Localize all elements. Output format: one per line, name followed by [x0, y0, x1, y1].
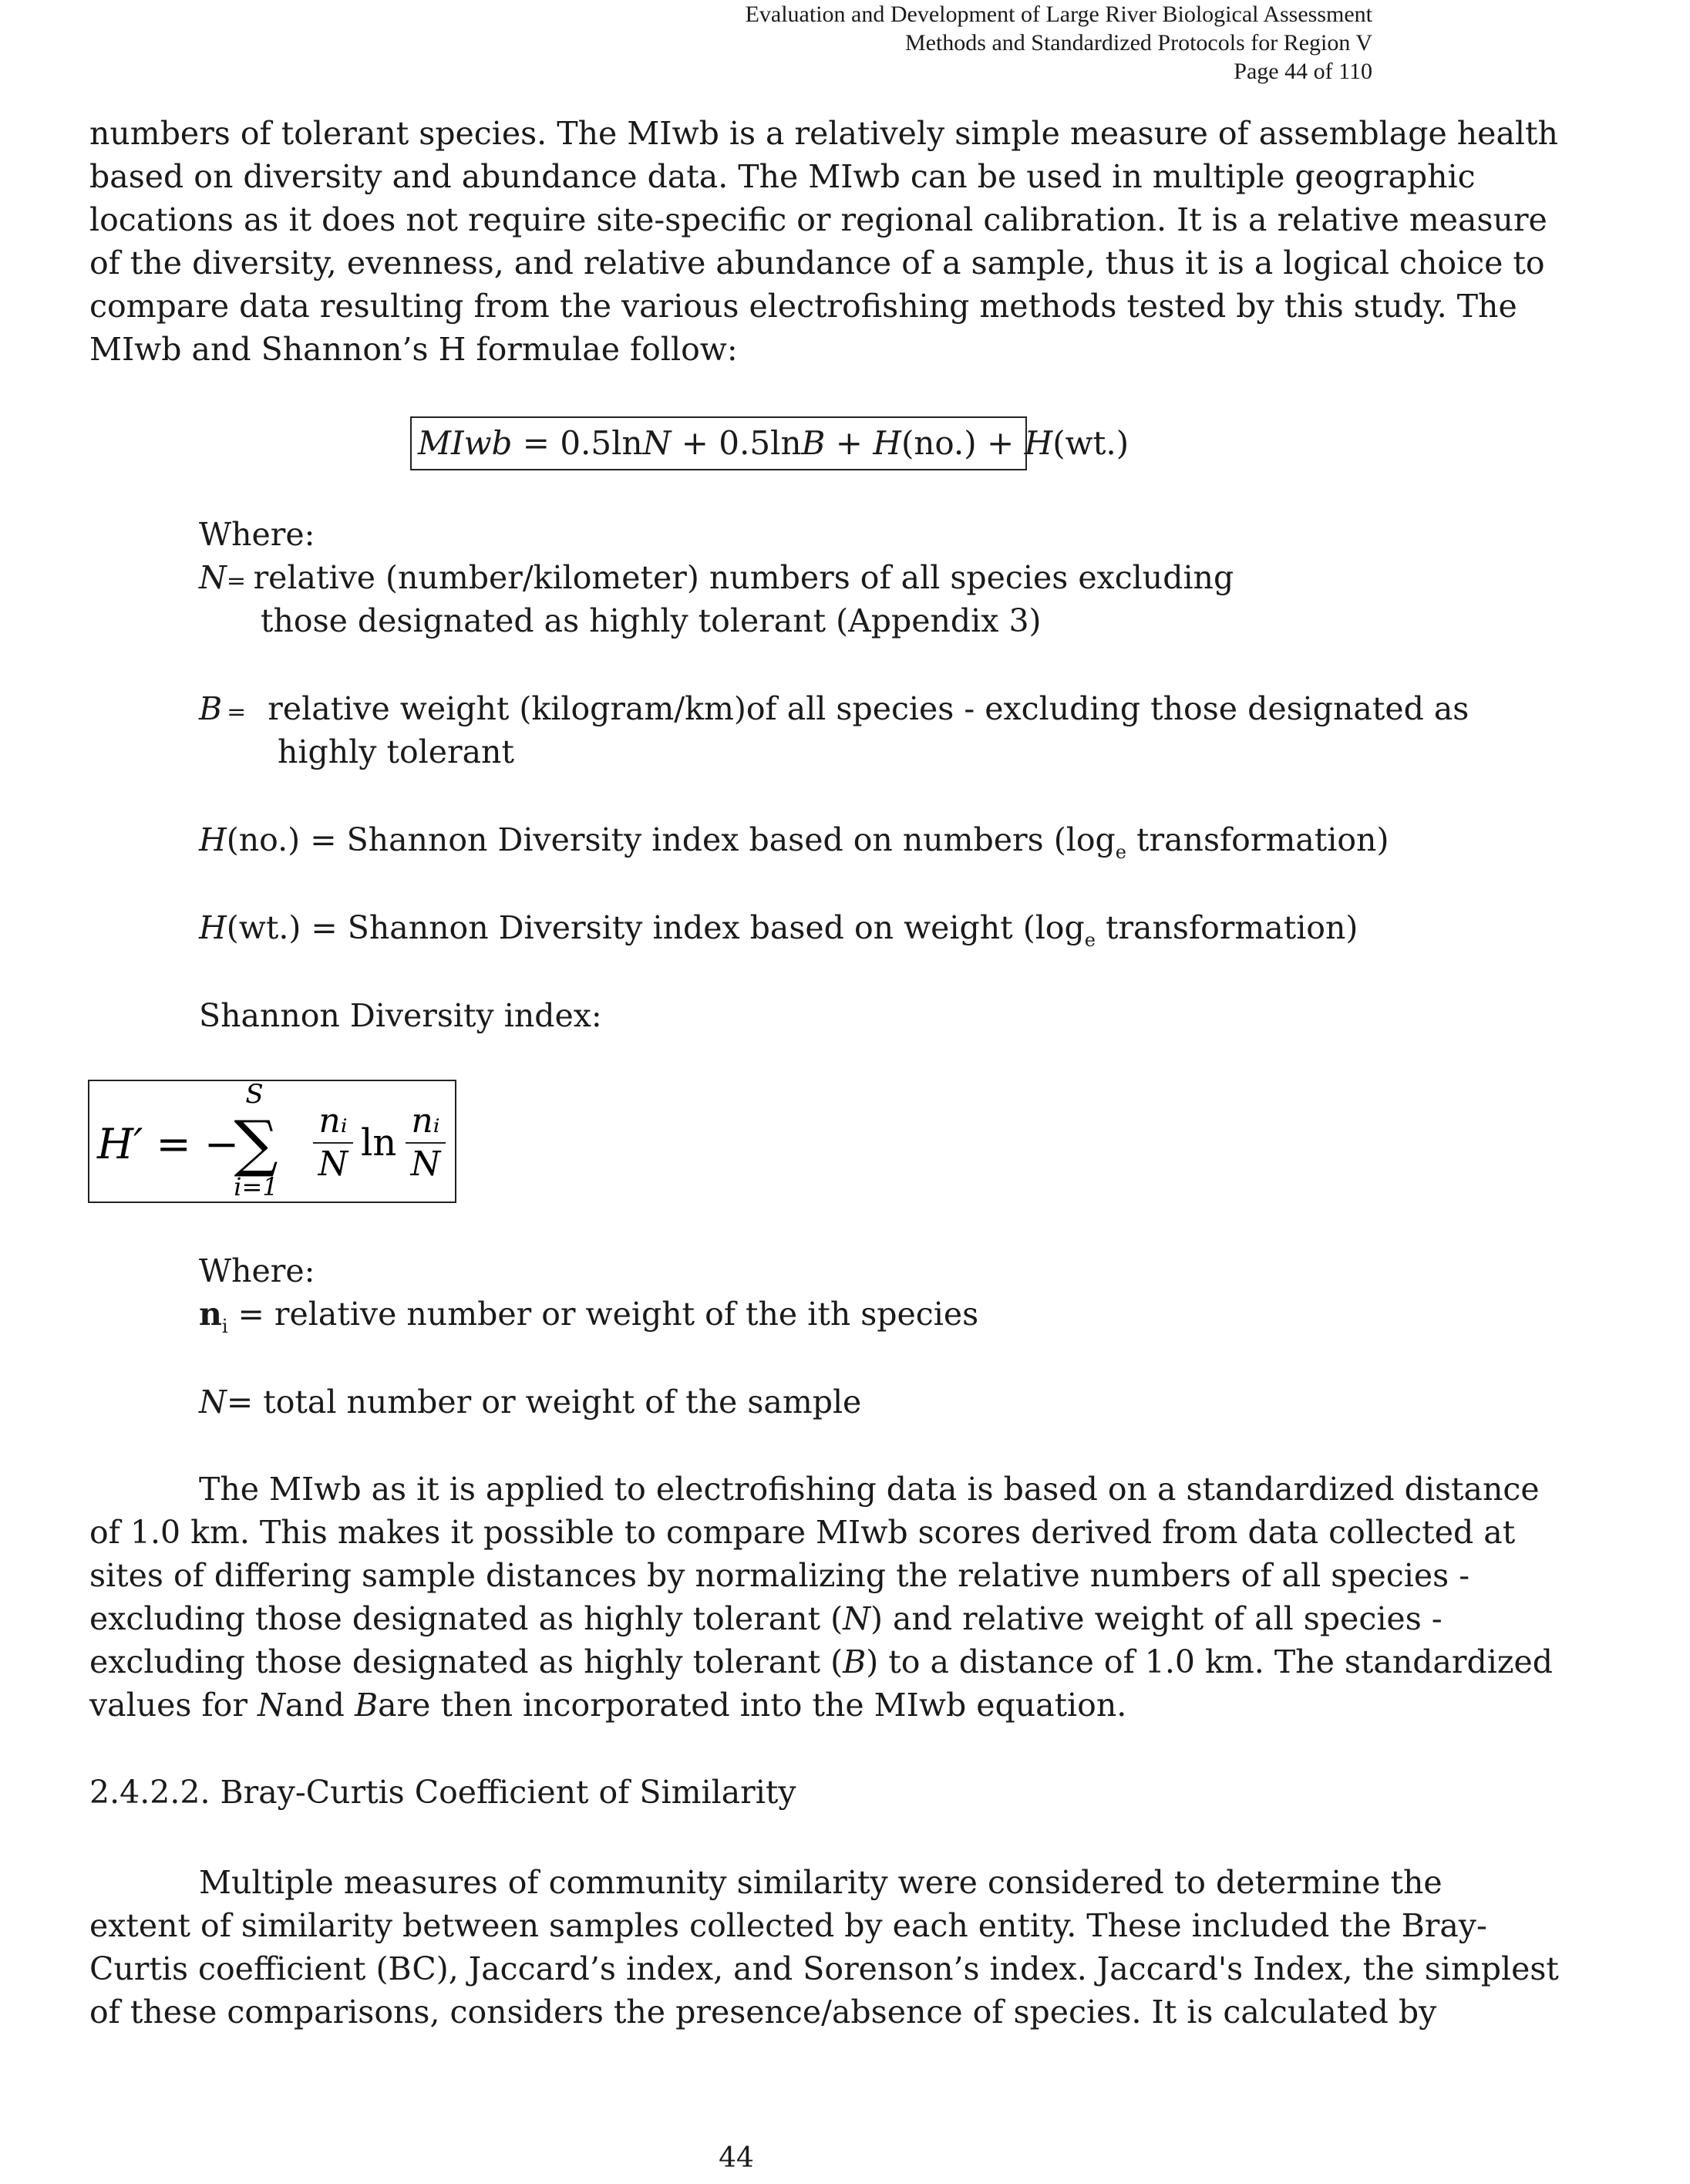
shannon-label: Shannon Diversity index: [199, 997, 602, 1034]
symbol-B: B [199, 690, 223, 727]
text-run: excluding those designated as highly tolerant ( [89, 1643, 843, 1680]
text-run: excluding those designated as highly tolerant ( [89, 1600, 843, 1637]
para-line [89, 1684, 1377, 1727]
formula-N: N [642, 424, 672, 462]
symbol-N: N [257, 1687, 285, 1724]
definition-text: = relative number or weight of the ith species [227, 1296, 979, 1333]
text-run: ) to a distance of 1.0 km. The standardized [866, 1643, 1553, 1680]
header-line-2: Methods and Standardized Protocols for Region V [904, 30, 1372, 56]
para-line: extent of similarity between samples collected by each entity. These included the Bray- [89, 1907, 1487, 1944]
text-run: are then incorporated into the MIwb equation. [378, 1687, 1127, 1724]
para-line: The MIwb as it is applied to electrofishing data is based on a standardized distance [199, 1471, 1540, 1508]
definition-text: relative (number/kilometer) numbers of all species excluding [253, 559, 1234, 596]
symbol-N: N [199, 1384, 227, 1421]
symbol-B: B [843, 1643, 867, 1680]
definition-B [199, 687, 1486, 734]
definition-N-cont: those designated as highly tolerant (Appendix 3) [261, 602, 1042, 639]
intro-line: of the diversity, evenness, and relative abundance of a sample, thus it is a logical choice to [89, 244, 1545, 281]
shannon-formula-box [88, 1080, 456, 1203]
text-run: values for [89, 1687, 258, 1724]
fraction-denominator: N [318, 1144, 348, 1184]
text-run: and [284, 1687, 355, 1724]
sum-symbol: ∑ [234, 1107, 278, 1179]
shannon-formula [89, 1081, 458, 1205]
para-line: Multiple measures of community similarity were considered to determine the [199, 1864, 1443, 1901]
subscript: i [221, 1316, 228, 1337]
equals-sign: = [227, 699, 247, 726]
fraction-denominator: N [410, 1144, 441, 1184]
symbol-N: N [199, 559, 227, 596]
definition-ni [199, 1293, 1486, 1348]
definition-text: transformation) [1126, 821, 1389, 858]
symbol-H: H [199, 909, 227, 946]
para-line [89, 1597, 1443, 1640]
intro-line: numbers of tolerant species. The MIwb is a relatively simple measure of assemblage health [89, 115, 1558, 152]
subscript: e [1115, 841, 1126, 863]
header-line-3: Page 44 of 110 [1234, 59, 1372, 84]
page-number: 44 [719, 2142, 754, 2174]
miwb-formula-box [410, 416, 1129, 470]
definition-N2 [199, 1380, 1486, 1424]
where-label: Where: [199, 1252, 315, 1289]
formula-part: + [825, 424, 874, 462]
definition-text: = total number or weight of the sample [226, 1384, 862, 1421]
formula-part: (wt.) [1052, 424, 1129, 462]
definition-H-no [199, 818, 1486, 874]
intro-line: compare data resulting from the various electrofishing methods tested by this study. The [89, 288, 1517, 325]
definition-B-cont: highly tolerant [278, 733, 514, 770]
para-line [89, 1640, 1553, 1684]
para-line: sites of differing sample distances by normalizing the relative numbers of all species - [89, 1557, 1470, 1594]
where-label: Where: [199, 516, 315, 553]
subscript: e [1084, 929, 1096, 951]
symbol-H: H [199, 821, 227, 858]
definition-text: relative weight (kilogram/km)of all species - excluding those designated as [268, 690, 1469, 727]
definition-text: transformation) [1095, 909, 1358, 946]
formula-miwb-symbol: MIwb [418, 424, 513, 462]
sum-upper: S [245, 1081, 264, 1110]
definition-N [199, 556, 1486, 603]
equals-sign: = [226, 568, 254, 595]
ln-symbol: ln [361, 1121, 397, 1164]
para-line: Curtis coefficient (BC), Jaccard’s index, and Sorenson’s index. Jaccard's Index, the simplest [89, 1950, 1559, 1987]
definition-text: (wt.) = Shannon Diversity index based on weight (log [226, 909, 1085, 946]
formula-part: = 0.5ln [512, 424, 643, 462]
running-header [746, 0, 1372, 86]
para-line: of 1.0 km. This makes it possible to compare MIwb scores derived from data collected at [89, 1514, 1516, 1551]
definition-H-wt [199, 906, 1486, 962]
sum-lower: i=1 [234, 1172, 278, 1202]
formula-H: H [873, 424, 901, 462]
symbol-N: N [843, 1600, 870, 1637]
fraction-numerator: nᵢ [318, 1101, 348, 1141]
symbol-B: B [354, 1687, 379, 1724]
section-heading: 2.4.2.2. Bray-Curtis Coefficient of Similarity [89, 1774, 796, 1811]
formula-B: B [801, 424, 826, 462]
formula-H: H [1024, 424, 1053, 462]
fraction-numerator: nᵢ [411, 1101, 440, 1141]
intro-line: locations as it does not require site-specific or regional calibration. It is a relative measure [89, 201, 1547, 238]
symbol-n: n [199, 1296, 222, 1333]
formula-part: + 0.5ln [671, 424, 802, 462]
definition-text: (no.) = Shannon Diversity index based on numbers (log [226, 821, 1116, 858]
intro-line: MIwb and Shannon’s H formulae follow: [89, 331, 738, 368]
text-run: ) and relative weight of all species - [870, 1600, 1443, 1637]
formula-lhs: H′ = − [97, 1120, 240, 1168]
para-line: of these comparisons, considers the presence/absence of species. It is calculated by [89, 1994, 1437, 2031]
intro-line: based on diversity and abundance data. The MIwb can be used in multiple geographic [89, 158, 1476, 195]
header-line-1: Evaluation and Development of Large River Biological Assessment [745, 2, 1372, 27]
formula-part: (no.) + [901, 424, 1025, 462]
